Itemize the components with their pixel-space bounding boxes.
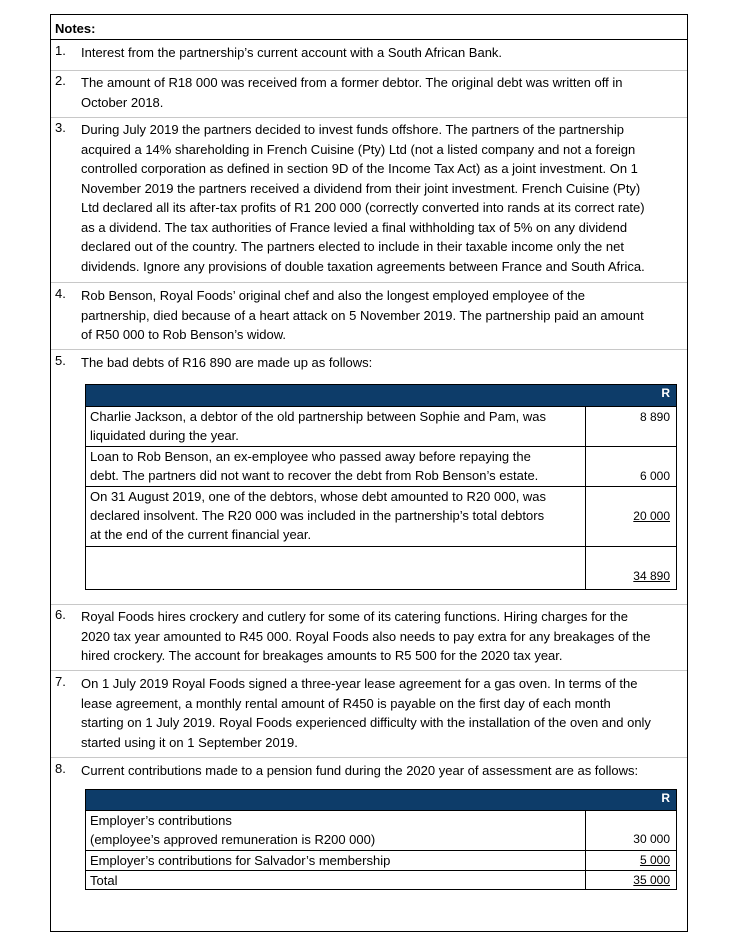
note-line: lease agreement, a monthly rental amount of R450 is payable on the first day of each month [81, 695, 611, 711]
separator [51, 670, 687, 671]
row-description [86, 871, 586, 890]
separator [51, 349, 687, 350]
note-text [81, 120, 681, 276]
note-line: November 2019 the partners received a dividend from their joint investment. French Cuisine (Pty) [81, 180, 641, 196]
row-line: liquidated during the year. [90, 428, 239, 443]
table-row [86, 810, 676, 851]
table-header [86, 385, 676, 406]
note-line: acquired a 14% shareholding in French Cuisine (Pty) Ltd (not a listed company and not a foreign [81, 141, 636, 157]
note-number: 8. [55, 761, 66, 776]
row-amount: 20 000 [633, 509, 670, 523]
note-text [81, 761, 681, 781]
table-row [86, 446, 676, 487]
note-number: 1. [55, 43, 66, 58]
row-line: Total [90, 873, 118, 888]
note-line: of R50 000 to Rob Benson’s widow. [81, 327, 287, 342]
notes-title: Notes: [55, 21, 96, 36]
note-line: as a dividend. The tax authorities of France levied a final withholding tax of 5% on any dividend [81, 219, 628, 235]
row-line: Charlie Jackson, a debtor of the old partnership between Sophie and Pam, was [90, 409, 546, 424]
note-text [81, 674, 681, 752]
note-line: starting on 1 July 2019. Royal Foods experienced difficulty with the installation of the oven and only [81, 715, 651, 730]
separator [51, 117, 687, 118]
row-amount: 30 000 [633, 832, 670, 846]
row-amount: 8 890 [639, 410, 670, 424]
row-description [86, 547, 586, 590]
note-line: October 2018. [81, 94, 164, 110]
note-line: Ltd declared all its after-tax profits of R1 200 000 (correctly converted into rands at its correct rate) [81, 200, 645, 215]
separator [51, 70, 687, 71]
note-line: dividends. Ignore any provisions of double taxation agreements between France and South Africa. [81, 258, 645, 274]
table-row-total [86, 870, 676, 890]
bad-debts-table [85, 384, 677, 590]
note-number: 2. [55, 73, 66, 88]
note-number: 5. [55, 353, 66, 368]
separator [51, 604, 687, 605]
currency-header: R [661, 386, 670, 400]
separator [51, 757, 687, 758]
currency-header: R [661, 791, 670, 805]
table-row-total [86, 546, 676, 590]
note-number: 3. [55, 120, 66, 135]
row-amount: 5 000 [639, 853, 670, 867]
note-line: hired crockery. The account for breakages amounts to R5 500 for the 2020 tax year. [81, 648, 563, 663]
row-line: debt. The partners did not want to recover the debt from Rob Benson’s estate. [90, 468, 539, 483]
row-line: at the end of the current financial year. [90, 527, 312, 542]
row-amount: 6 000 [639, 469, 670, 483]
table-row [86, 850, 676, 871]
note-line: The amount of R18 000 was received from a former debtor. The original debt was written off in [81, 75, 623, 90]
row-description [86, 811, 586, 851]
note-line: The bad debts of R16 890 are made up as follows: [81, 355, 373, 370]
note-line: Interest from the partnership’s current account with a South African Bank. [81, 45, 503, 60]
note-text [81, 43, 681, 63]
note-number: 4. [55, 286, 66, 301]
note-text [81, 286, 681, 345]
table-header [86, 790, 676, 810]
row-line: (employee’s approved remuneration is R200 000) [90, 832, 376, 847]
note-line: Royal Foods hires crockery and cutlery for some of its catering functions. Hiring charges for the [81, 609, 628, 624]
total-amount: 35 000 [633, 873, 670, 887]
row-description [86, 851, 586, 871]
note-line: 2020 tax year amounted to R45 000. Royal Foods also needs to pay extra for any breakages of the [81, 628, 651, 644]
table-row [86, 486, 676, 547]
note-line: On 1 July 2019 Royal Foods signed a three-year lease agreement for a gas oven. In terms of the [81, 676, 638, 691]
note-line: declared out of the country. The partners elected to include in their taxable income only the net [81, 239, 624, 254]
row-description [86, 487, 586, 547]
row-description [86, 407, 586, 447]
row-description [86, 447, 586, 487]
title-divider [51, 39, 687, 40]
note-line: partnership, died because of a heart attack on 5 November 2019. The partnership paid an amount [81, 307, 644, 323]
note-line: Current contributions made to a pension fund during the 2020 year of assessment are as follows: [81, 763, 639, 778]
row-line: Loan to Rob Benson, an ex-employee who passed away before repaying the [90, 449, 531, 464]
table-row [86, 406, 676, 447]
note-line: During July 2019 the partners decided to invest funds offshore. The partners of the partnership [81, 122, 624, 137]
row-line: Employer’s contributions [90, 813, 232, 828]
row-line: Employer’s contributions for Salvador’s membership [90, 853, 391, 868]
notes-box [50, 14, 688, 932]
note-line: controlled corporation as defined in section 9D of the Income Tax Act) as a joint investment. On 1 [81, 161, 638, 176]
total-amount: 34 890 [633, 569, 670, 583]
pension-table [85, 789, 677, 890]
separator [51, 282, 687, 283]
note-line: Rob Benson, Royal Foods’ original chef and also the longest employed employee of the [81, 288, 585, 303]
note-number: 7. [55, 674, 66, 689]
note-text [81, 73, 681, 112]
note-line: started using it on 1 September 2019. [81, 734, 298, 750]
row-line: declared insolvent. The R20 000 was included in the partnership’s total debtors [90, 508, 545, 523]
note-number: 6. [55, 607, 66, 622]
note-text [81, 607, 681, 666]
row-line: On 31 August 2019, one of the debtors, whose debt amounted to R20 000, was [90, 489, 547, 504]
note-text [81, 353, 681, 373]
